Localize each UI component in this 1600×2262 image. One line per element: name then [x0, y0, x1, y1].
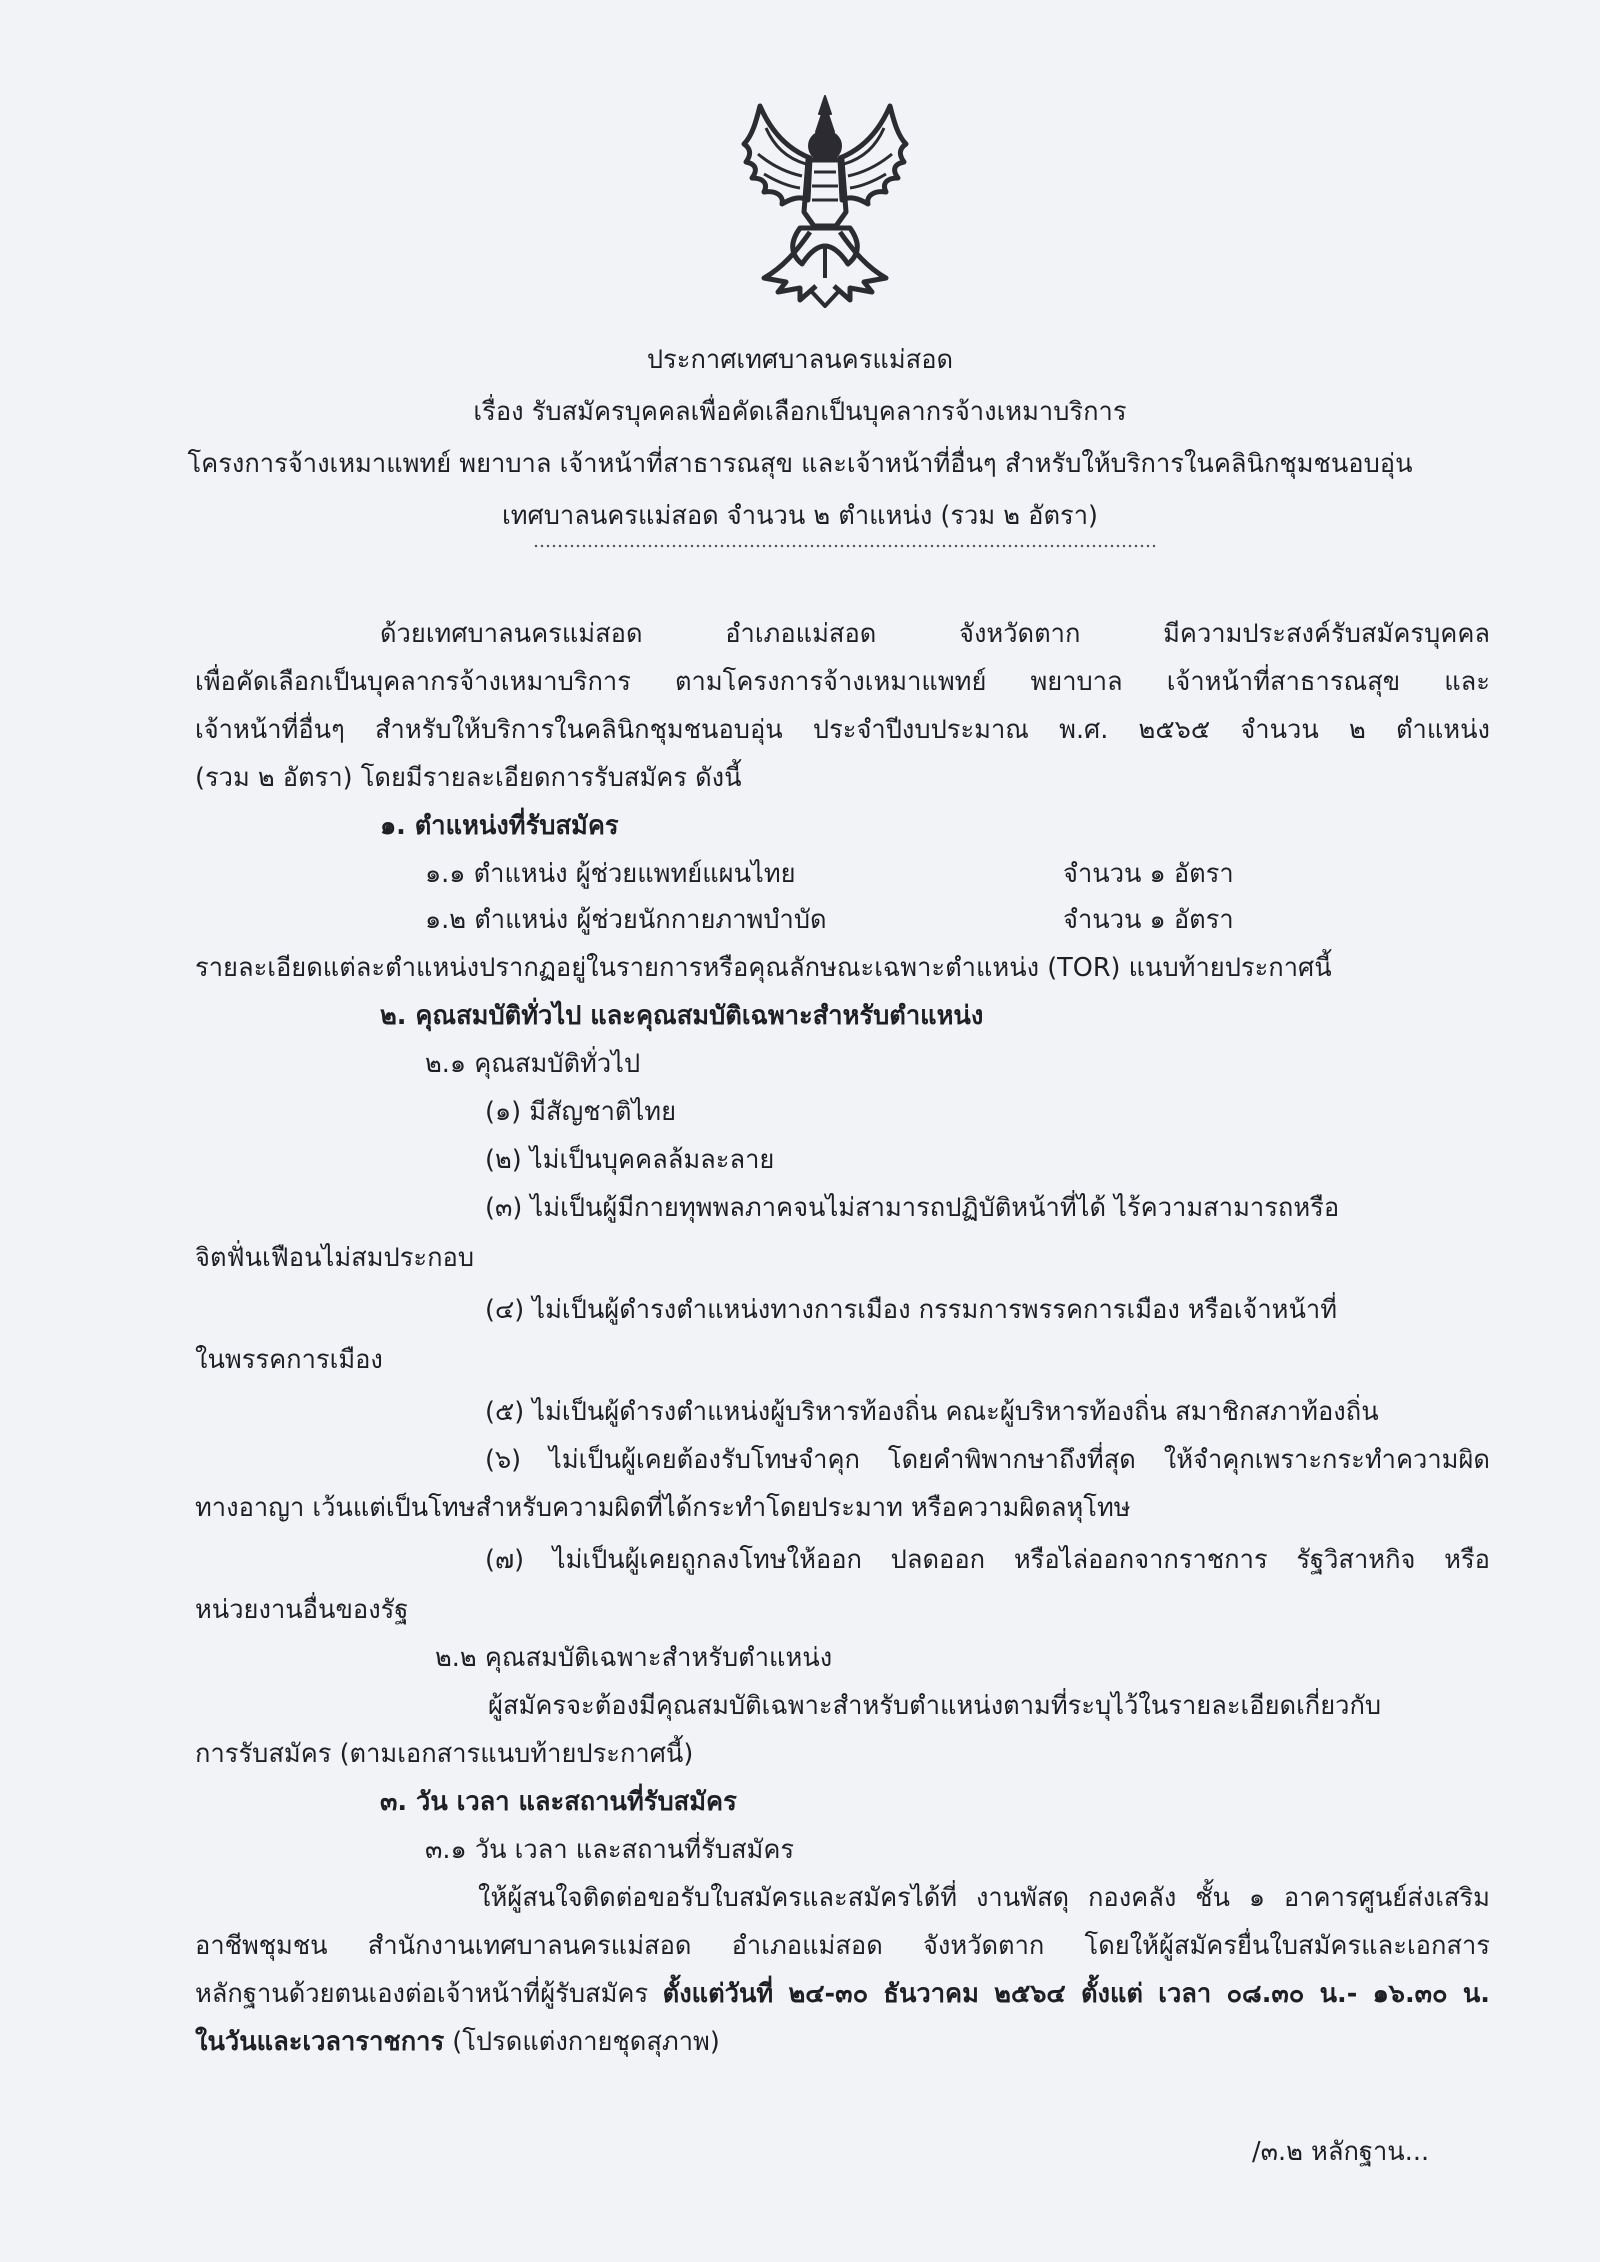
intro-line-3: เจ้าหน้าที่อื่นๆ สำหรับให้บริการในคลินิกชุมชนอบอุ่น ประจำปีงบประมาณ พ.ศ. ๒๕๖๕ จำนวน ๒ ตำแหน่ง [195, 715, 1490, 745]
office-hours: ในวันและเวลาราชการ [195, 2027, 445, 2057]
position-1-name: ๑.๑ ตำแหน่ง ผู้ช่วยแพทย์แผนไทย [425, 859, 796, 889]
qualification-4b: ในพรรคการเมือง [195, 1345, 383, 1375]
announcement-count: เทศบาลนครแม่สอด จำนวน ๒ ตำแหน่ง (รวม ๒ อัตรา) [501, 501, 1099, 531]
qualification-7b: หน่วยงานอื่นของรัฐ [195, 1595, 409, 1625]
section1-heading: ๑. ตำแหน่งที่รับสมัคร [380, 811, 619, 841]
position-2-count: จำนวน ๑ อัตรา [1063, 905, 1234, 935]
continuation-marker: /๓.๒ หลักฐาน... [1252, 2137, 1430, 2167]
application-line-4 [195, 2020, 720, 2064]
qualification-1: (๑) มีสัญชาติไทย [485, 1097, 677, 1127]
dotted-divider [533, 544, 1158, 548]
qualification-7a: (๗) ไม่เป็นผู้เคยถูกลงโทษให้ออก ปลดออก หรือไล่ออกจากราชการ รัฐวิสาหกิจ หรือ [485, 1545, 1490, 1575]
section2-sub2: ๒.๒ คุณสมบัติเฉพาะสำหรับตำแหน่ง [435, 1643, 833, 1673]
section3-heading: ๓. วัน เวลา และสถานที่รับสมัคร [380, 1787, 737, 1817]
intro-line-4: (รวม ๒ อัตรา) โดยมีรายละเอียดการรับสมัคร ดังนี้ [195, 763, 742, 793]
section3-sub1: ๓.๑ วัน เวลา และสถานที่รับสมัคร [425, 1835, 795, 1865]
garuda-emblem-icon [730, 92, 920, 310]
specific-qualification-a: ผู้สมัครจะต้องมีคุณสมบัติเฉพาะสำหรับตำแหน่งตามที่ระบุไว้ในรายละเอียดเกี่ยวกับ [488, 1691, 1382, 1721]
qualification-6a: (๖) ไม่เป็นผู้เคยต้องรับโทษจำคุก โดยคำพิพากษาถึงที่สุด ให้จำคุกเพราะกระทำความผิด [485, 1445, 1490, 1475]
intro-line-1: ด้วยเทศบาลนครแม่สอด อำเภอแม่สอด จังหวัดตาก มีความประสงค์รับสมัครบุคคล [380, 619, 1490, 649]
announcement-project: โครงการจ้างเหมาแพทย์ พยาบาล เจ้าหน้าที่สาธารณสุข และเจ้าหน้าที่อื่นๆ สำหรับให้บริการในคลินิกชุมชนอบอุ่น [187, 449, 1413, 479]
section2-heading: ๒. คุณสมบัติทั่วไป และคุณสมบัติเฉพาะสำหรับตำแหน่ง [380, 1001, 984, 1031]
qualification-2: (๒) ไม่เป็นบุคคลล้มละลาย [485, 1145, 775, 1175]
qualification-3b: จิตฟั่นเฟือนไม่สมประกอบ [195, 1243, 475, 1273]
qualification-5: (๕) ไม่เป็นผู้ดำรงตำแหน่งผู้บริหารท้องถิ่น คณะผู้บริหารท้องถิ่น สมาชิกสภาท้องถิ่น [485, 1397, 1379, 1427]
application-line-3 [195, 1972, 1490, 2016]
specific-qualification-b: การรับสมัคร (ตามเอกสารแนบท้ายประกาศนี้) [195, 1739, 694, 1769]
qualification-6b: ทางอาญา เว้นแต่เป็นโทษสำหรับความผิดที่ได้กระทำโดยประมาท หรือความผิดลหุโทษ [195, 1493, 1131, 1523]
announcement-subject: เรื่อง รับสมัครบุคคลเพื่อคัดเลือกเป็นบุคลากรจ้างเหมาบริการ [473, 397, 1127, 427]
section1-detail: รายละเอียดแต่ละตำแหน่งปรากฏอยู่ในรายการหรือคุณลักษณะเฉพาะตำแหน่ง (TOR) แนบท้ายประกาศนี้ [195, 953, 1332, 983]
position-2-name: ๑.๒ ตำแหน่ง ผู้ช่วยนักกายภาพบำบัด [425, 905, 827, 935]
qualification-4a: (๔) ไม่เป็นผู้ดำรงตำแหน่งทางการเมือง กรรมการพรรคการเมือง หรือเจ้าหน้าที่ [485, 1295, 1338, 1325]
dress-code-note: (โปรดแต่งกายชุดสุภาพ) [444, 2027, 720, 2057]
announcement-org: ประกาศเทศบาลนครแม่สอด [646, 345, 954, 375]
qualification-3a: (๓) ไม่เป็นผู้มีกายทุพพลภาคจนไม่สามารถปฏิบัติหน้าที่ได้ ไร้ความสามารถหรือ [485, 1193, 1340, 1223]
application-line-1: ให้ผู้สนใจติดต่อขอรับใบสมัครและสมัครได้ที่ งานพัสดุ กองคลัง ชั้น ๑ อาคารศูนย์ส่งเสริม [478, 1883, 1490, 1913]
application-dates: ตั้งแต่วันที่ ๒๔-๓๐ ธันวาคม ๒๕๖๔ ตั้งแต่ เวลา ๐๘.๓๐ น.- ๑๖.๓๐ น. [662, 1979, 1490, 2009]
intro-line-2: เพื่อคัดเลือกเป็นบุคลากรจ้างเหมาบริการ ตามโครงการจ้างเหมาแพทย์ พยาบาล เจ้าหน้าที่สาธารณสุข และ [195, 667, 1490, 697]
application-line-3-text: หลักฐานด้วยตนเองต่อเจ้าหน้าที่ผู้รับสมัคร [195, 1979, 663, 2009]
position-1-count: จำนวน ๑ อัตรา [1063, 859, 1234, 889]
application-line-2: อาชีพชุมชน สำนักงานเทศบาลนครแม่สอด อำเภอแม่สอด จังหวัดตาก โดยให้ผู้สมัครยื่นใบสมัครและเอกสาร [195, 1931, 1490, 1961]
section2-sub1: ๒.๑ คุณสมบัติทั่วไป [425, 1049, 641, 1079]
